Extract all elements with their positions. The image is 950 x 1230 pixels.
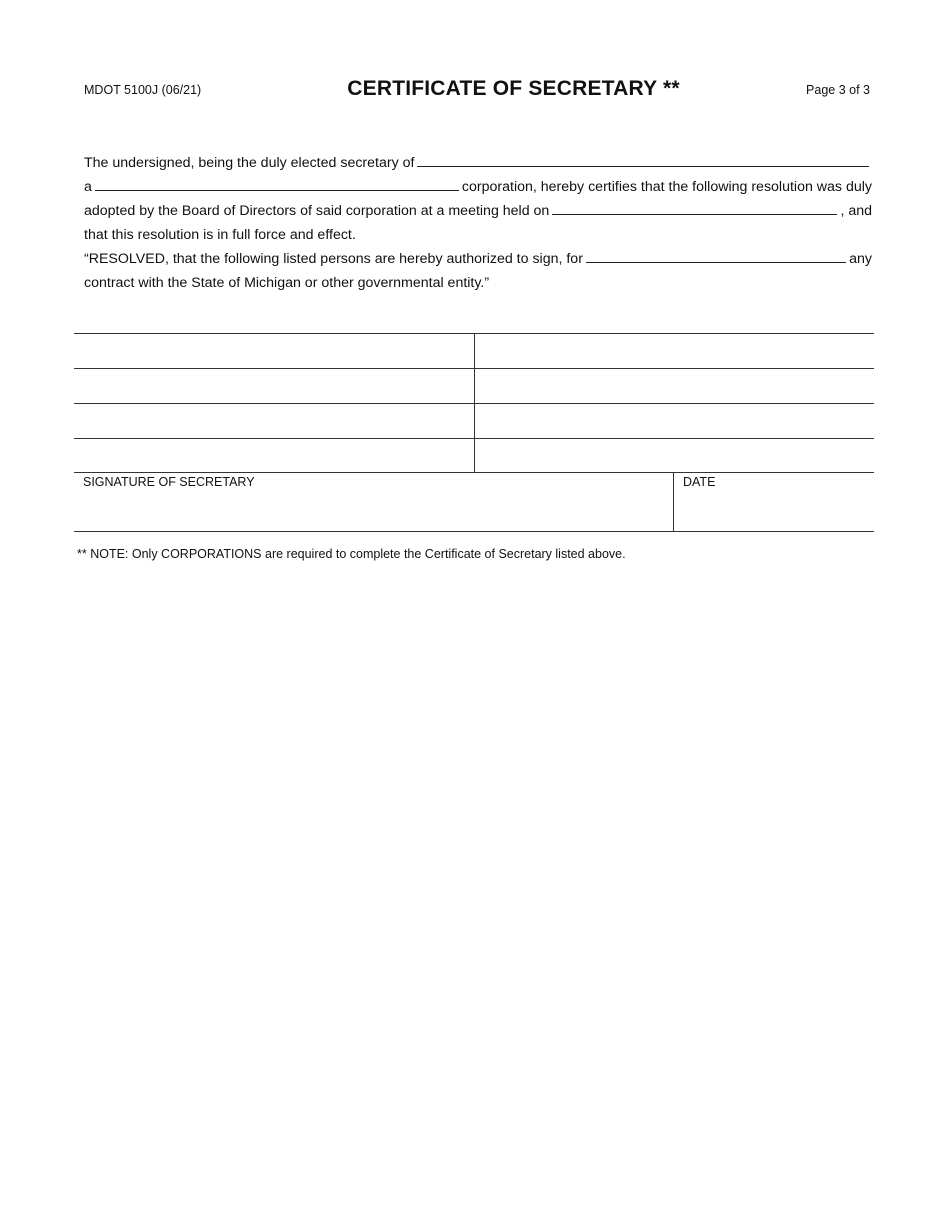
signature-row (74, 472, 874, 532)
authorized-person-field[interactable] (74, 439, 474, 473)
authorized-person-field[interactable] (74, 334, 474, 368)
table-cell[interactable] (474, 334, 875, 368)
line-6-text: contract with the State of Michigan or other governmental entity.” (84, 275, 490, 291)
line-3-suffix: , and (840, 203, 872, 219)
table-row (74, 368, 874, 403)
table-cell[interactable] (74, 334, 474, 368)
footnote: ** NOTE: Only CORPORATIONS are required to complete the Certificate of Secretary listed above. (77, 547, 626, 561)
page-title: CERTIFICATE OF SECRETARY ** (347, 77, 680, 100)
company-name-blank[interactable] (417, 152, 869, 167)
table-row (74, 333, 874, 368)
authorized-person-field[interactable] (74, 369, 474, 403)
table-cell[interactable] (74, 404, 474, 438)
corporation-name-blank[interactable] (586, 248, 846, 263)
line-6 (84, 271, 872, 295)
signature-label: SIGNATURE OF SECRETARY (83, 475, 255, 489)
line-2-prefix: a (84, 179, 92, 195)
certification-text (84, 151, 872, 295)
table-cell[interactable] (74, 369, 474, 403)
line-1 (84, 151, 872, 175)
authorized-person-field[interactable] (475, 439, 875, 473)
line-1-text: The undersigned, being the duly elected secretary of (84, 155, 415, 171)
table-cell[interactable] (474, 369, 875, 403)
signature-cell[interactable] (74, 473, 673, 531)
line-3-prefix: adopted by the Board of Directors of said corporation at a meeting held on (84, 203, 550, 219)
date-cell[interactable] (673, 473, 874, 531)
date-label: DATE (683, 475, 716, 489)
table-cell[interactable] (474, 439, 875, 473)
table-row (74, 403, 874, 438)
table-cell[interactable] (474, 404, 875, 438)
line-2-suffix: corporation, hereby certifies that the following resolution was duly (461, 179, 872, 195)
authorized-person-field[interactable] (475, 369, 875, 403)
line-2 (84, 175, 872, 199)
table-row (74, 438, 874, 473)
line-5 (84, 247, 872, 271)
authorized-persons-table (74, 333, 874, 473)
line-5-suffix: any (849, 251, 872, 267)
line-4-text: that this resolution is in full force and effect. (84, 227, 356, 243)
signature-field[interactable] (82, 497, 665, 525)
authorized-person-field[interactable] (475, 334, 875, 368)
line-3 (84, 199, 872, 223)
page-number: Page 3 of 3 (806, 83, 870, 97)
authorized-person-field[interactable] (475, 404, 875, 438)
date-field[interactable] (682, 497, 866, 525)
authorized-person-field[interactable] (74, 404, 474, 438)
form-number: MDOT 5100J (06/21) (84, 83, 202, 97)
state-blank[interactable] (95, 176, 459, 191)
meeting-date-blank[interactable] (552, 200, 837, 215)
line-5-prefix: “RESOLVED, that the following listed persons are hereby authorized to sign, for (84, 251, 583, 267)
table-cell[interactable] (74, 439, 474, 473)
line-4 (84, 223, 872, 247)
